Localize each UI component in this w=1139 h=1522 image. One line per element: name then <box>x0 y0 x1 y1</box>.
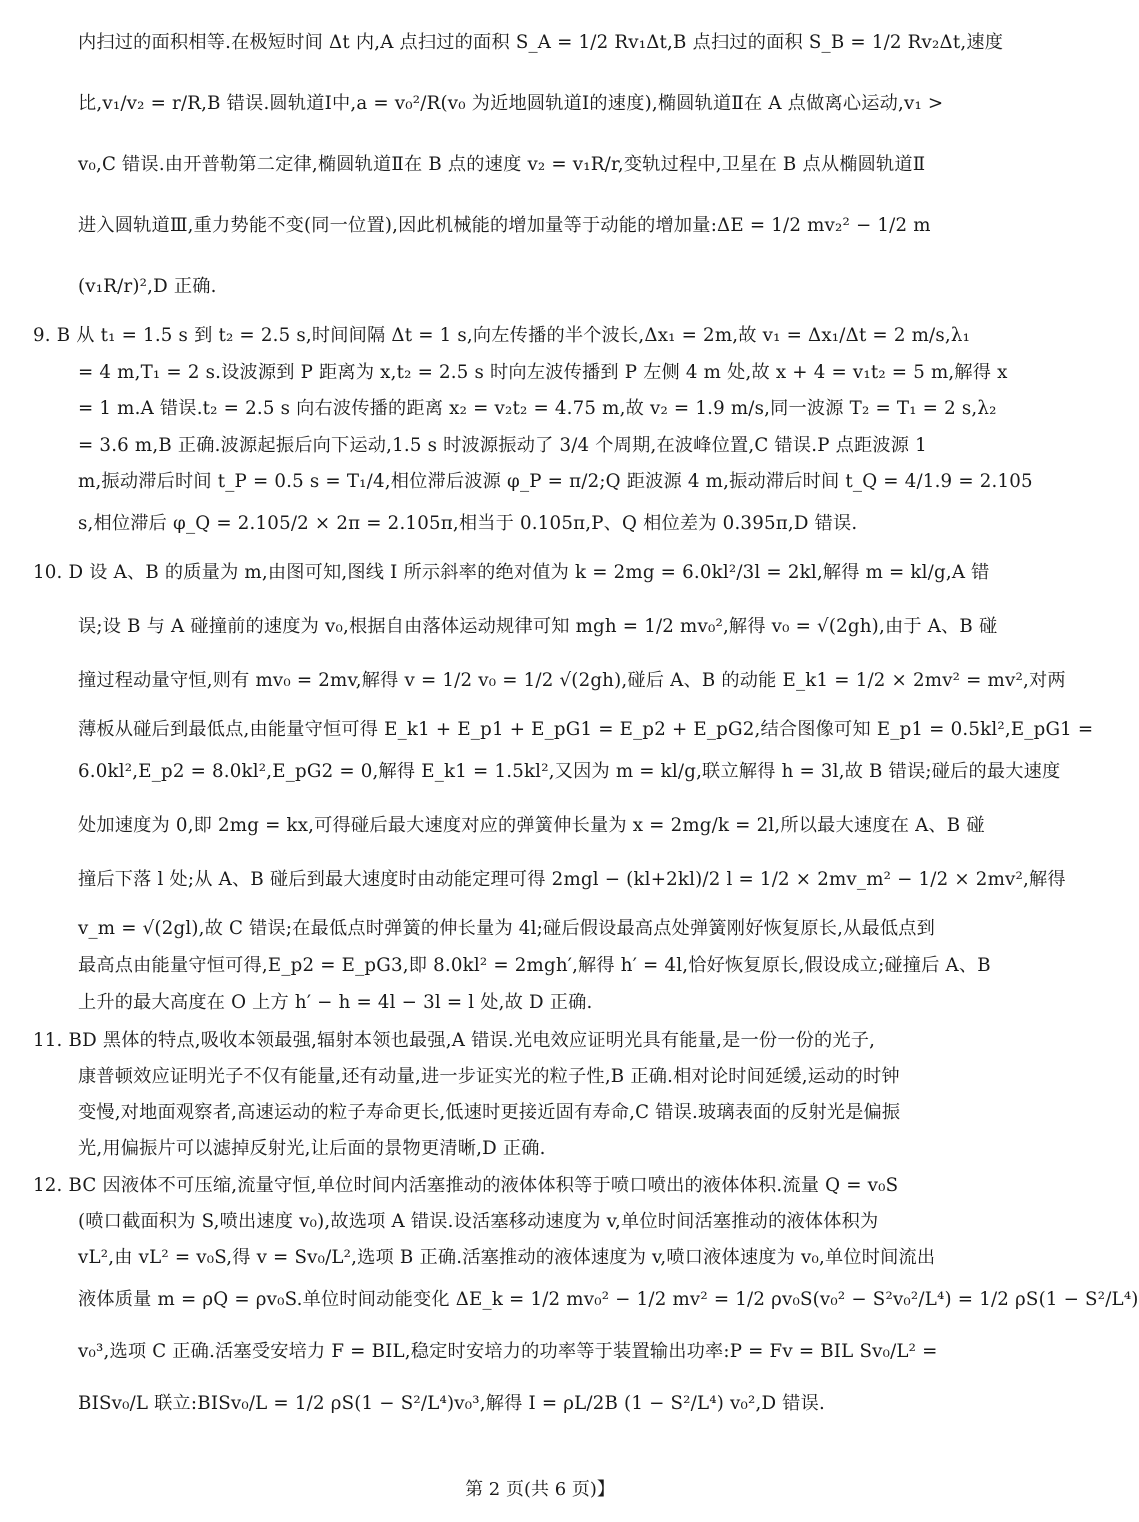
text-line: 液体质量 m = ρQ = ρv₀S.单位时间动能变化 ΔE_k = 1/2 mv₀² − 1/2 mv² = 1/2 ρv₀S(v₀² − S²v₀²/L⁴) = 1/2 ρS(1 − S²/L⁴) <box>78 1288 1139 1310</box>
text-line: 12. BC 因液体不可压缩,流量守恒,单位时间内活塞推动的液体体积等于喷口喷出的液体体积.流量 Q = v₀S <box>33 1174 899 1196</box>
text-line: 比,v₁/v₂ = r/R,B 错误.圆轨道Ⅰ中,a = v₀²/R(v₀ 为近地圆轨道Ⅰ的速度),椭圆轨道Ⅱ在 A 点做离心运动,v₁ > <box>78 93 944 114</box>
text-line: = 3.6 m,B 正确.波源起振后向下运动,1.5 s 时波源振动了 3/4 个周期,在波峰位置,C 错误.P 点距波源 1 <box>78 434 927 456</box>
text-line: 光,用偏振片可以滤掉反射光,让后面的景物更清晰,D 正确. <box>78 1138 546 1160</box>
text-line: 9. B 从 t₁ = 1.5 s 到 t₂ = 2.5 s,时间间隔 Δt = 1 s,向左传播的半个波长,Δx₁ = 2m,故 v₁ = Δx₁/Δt = 2 m/s,λ₁ <box>33 325 971 346</box>
text-line: BISv₀/L 联立:BISv₀/L = 1/2 ρS(1 − S²/L⁴)v₀³,解得 I = ρL/2B (1 − S²/L⁴) v₀²,D 错误. <box>78 1392 826 1414</box>
text-line: = 1 m.A 错误.t₂ = 2.5 s 向右波传播的距离 x₂ = v₂t₂ = 4.75 m,故 v₂ = 1.9 m/s,同一波源 T₂ = T₁ = 2 s,λ₂ <box>78 398 997 419</box>
answer-9 <box>33 318 1033 551</box>
page-number-footer: 第 2 页(共 6 页)】 <box>465 1479 615 1500</box>
text-line: m,振动滞后时间 t_P = 0.5 s = T₁/4,相位滞后波源 φ_P = π/2;Q 距波源 4 m,振动滞后时间 t_Q = 4/1.9 = 2.105 <box>78 471 1033 492</box>
text-line: (v₁R/r)²,D 正确. <box>78 276 217 297</box>
text-line: 处加速度为 0,即 2mg = kx,可得碰后最大速度对应的弹簧伸长量为 x = 2mg/k = 2l,所以最大速度在 A、B 碰 <box>78 814 985 836</box>
text-line: 上升的最大高度在 O 上方 h′ − h = 4l − 3l = l 处,故 D 正确. <box>78 991 593 1013</box>
text-line: 最高点由能量守恒可得,E_p2 = E_pG3,即 8.0kl² = 2mgh′,解得 h′ = 4l,恰好恢复原长,假设成立;碰撞后 A、B <box>78 954 991 976</box>
text-line: v₀³,选项 C 正确.活塞受安培力 F = BIL,稳定时安培力的功率等于装置输出功率:P = Fv = BIL Sv₀/L² = <box>78 1340 938 1362</box>
text-line: 11. BD 黑体的特点,吸收本领最强,辐射本领也最强,A 错误.光电效应证明光具有能量,是一份一份的光子, <box>33 1029 876 1051</box>
text-line: vL²,由 vL² = v₀S,得 v = Sv₀/L²,选项 B 正确.活塞推动的液体速度为 v,喷口液体速度为 v₀,单位时间流出 <box>78 1247 936 1269</box>
answer-12 <box>33 1168 1139 1433</box>
text-line: 10. D 设 A、B 的质量为 m,由图可知,图线 I 所示斜率的绝对值为 k = 2mg = 6.0kl²/3l = 2kl,解得 m = kl/g,A 错 <box>33 561 990 583</box>
text-line: 6.0kl²,E_p2 = 8.0kl²,E_pG2 = 0,解得 E_k1 = 1.5kl²,又因为 m = kl/g,联立解得 h = 3l,故 B 错误;碰后的最大速度 <box>78 760 1061 782</box>
answer-11 <box>33 1023 1032 1168</box>
text-line: (喷口截面积为 S,喷出速度 v₀),故选项 A 错误.设活塞移动速度为 v,单位时间活塞推动的液体体积为 <box>78 1210 879 1232</box>
text-line: 康普顿效应证明光子不仅有能量,还有动量,进一步证实光的粒子性,B 正确.相对论时间延缓,运动的时钟 <box>78 1065 900 1087</box>
answer-8-continuation <box>78 22 1032 318</box>
text-line: 撞过程动量守恒,则有 mv₀ = 2mv,解得 v = 1/2 v₀ = 1/2 √(2gh),碰后 A、B 的动能 E_k1 = 1/2 × 2mv² = mv²,对两 <box>78 669 1066 691</box>
answer-10 <box>33 551 1094 1023</box>
text-line: 误;设 B 与 A 碰撞前的速度为 v₀,根据自由落体运动规律可知 mgh = 1/2 mv₀²,解得 v₀ = √(2gh),由于 A、B 碰 <box>78 615 998 637</box>
text-line: v_m = √(2gl),故 C 错误;在最低点时弹簧的伸长量为 4l;碰后假设最高点处弹簧刚好恢复原长,从最低点到 <box>78 917 936 939</box>
text-line: = 4 m,T₁ = 2 s.设波源到 P 距离为 x,t₂ = 2.5 s 时向左波传播到 P 左侧 4 m 处,故 x + 4 = v₁t₂ = 5 m,解得 x <box>78 361 1008 383</box>
text-line: 变慢,对地面观察者,高速运动的粒子寿命更长,低速时更接近固有寿命,C 错误.玻璃表面的反射光是偏振 <box>78 1102 901 1124</box>
text-line: 内扫过的面积相等.在极短时间 Δt 内,A 点扫过的面积 S_A = 1/2 Rv₁Δt,B 点扫过的面积 S_B = 1/2 Rv₂Δt,速度 <box>78 32 1004 53</box>
text-line: 进入圆轨道Ⅲ,重力势能不变(同一位置),因此机械能的增加量等于动能的增加量:ΔE = 1/2 mv₂² − 1/2 m <box>78 215 931 236</box>
text-line: 薄板从碰后到最低点,由能量守恒可得 E_k1 + E_p1 + E_pG1 = E_p2 + E_pG2,结合图像可知 E_p1 = 0.5kl²,E_pG1 = <box>78 718 1094 740</box>
text-line: s,相位滞后 φ_Q = 2.105/2 × 2π = 2.105π,相当于 0.105π,P、Q 相位差为 0.395π,D 错误. <box>78 512 858 534</box>
text-line: v₀,C 错误.由开普勒第二定律,椭圆轨道Ⅱ在 B 点的速度 v₂ = v₁R/r,变轨过程中,卫星在 B 点从椭圆轨道Ⅱ <box>78 154 926 175</box>
text-line: 撞后下落 l 处;从 A、B 碰后到最大速度时由动能定理可得 2mgl − (kl+2kl)/2 l = 1/2 × 2mv_m² − 1/2 × 2mv²,解得 <box>78 868 1066 890</box>
